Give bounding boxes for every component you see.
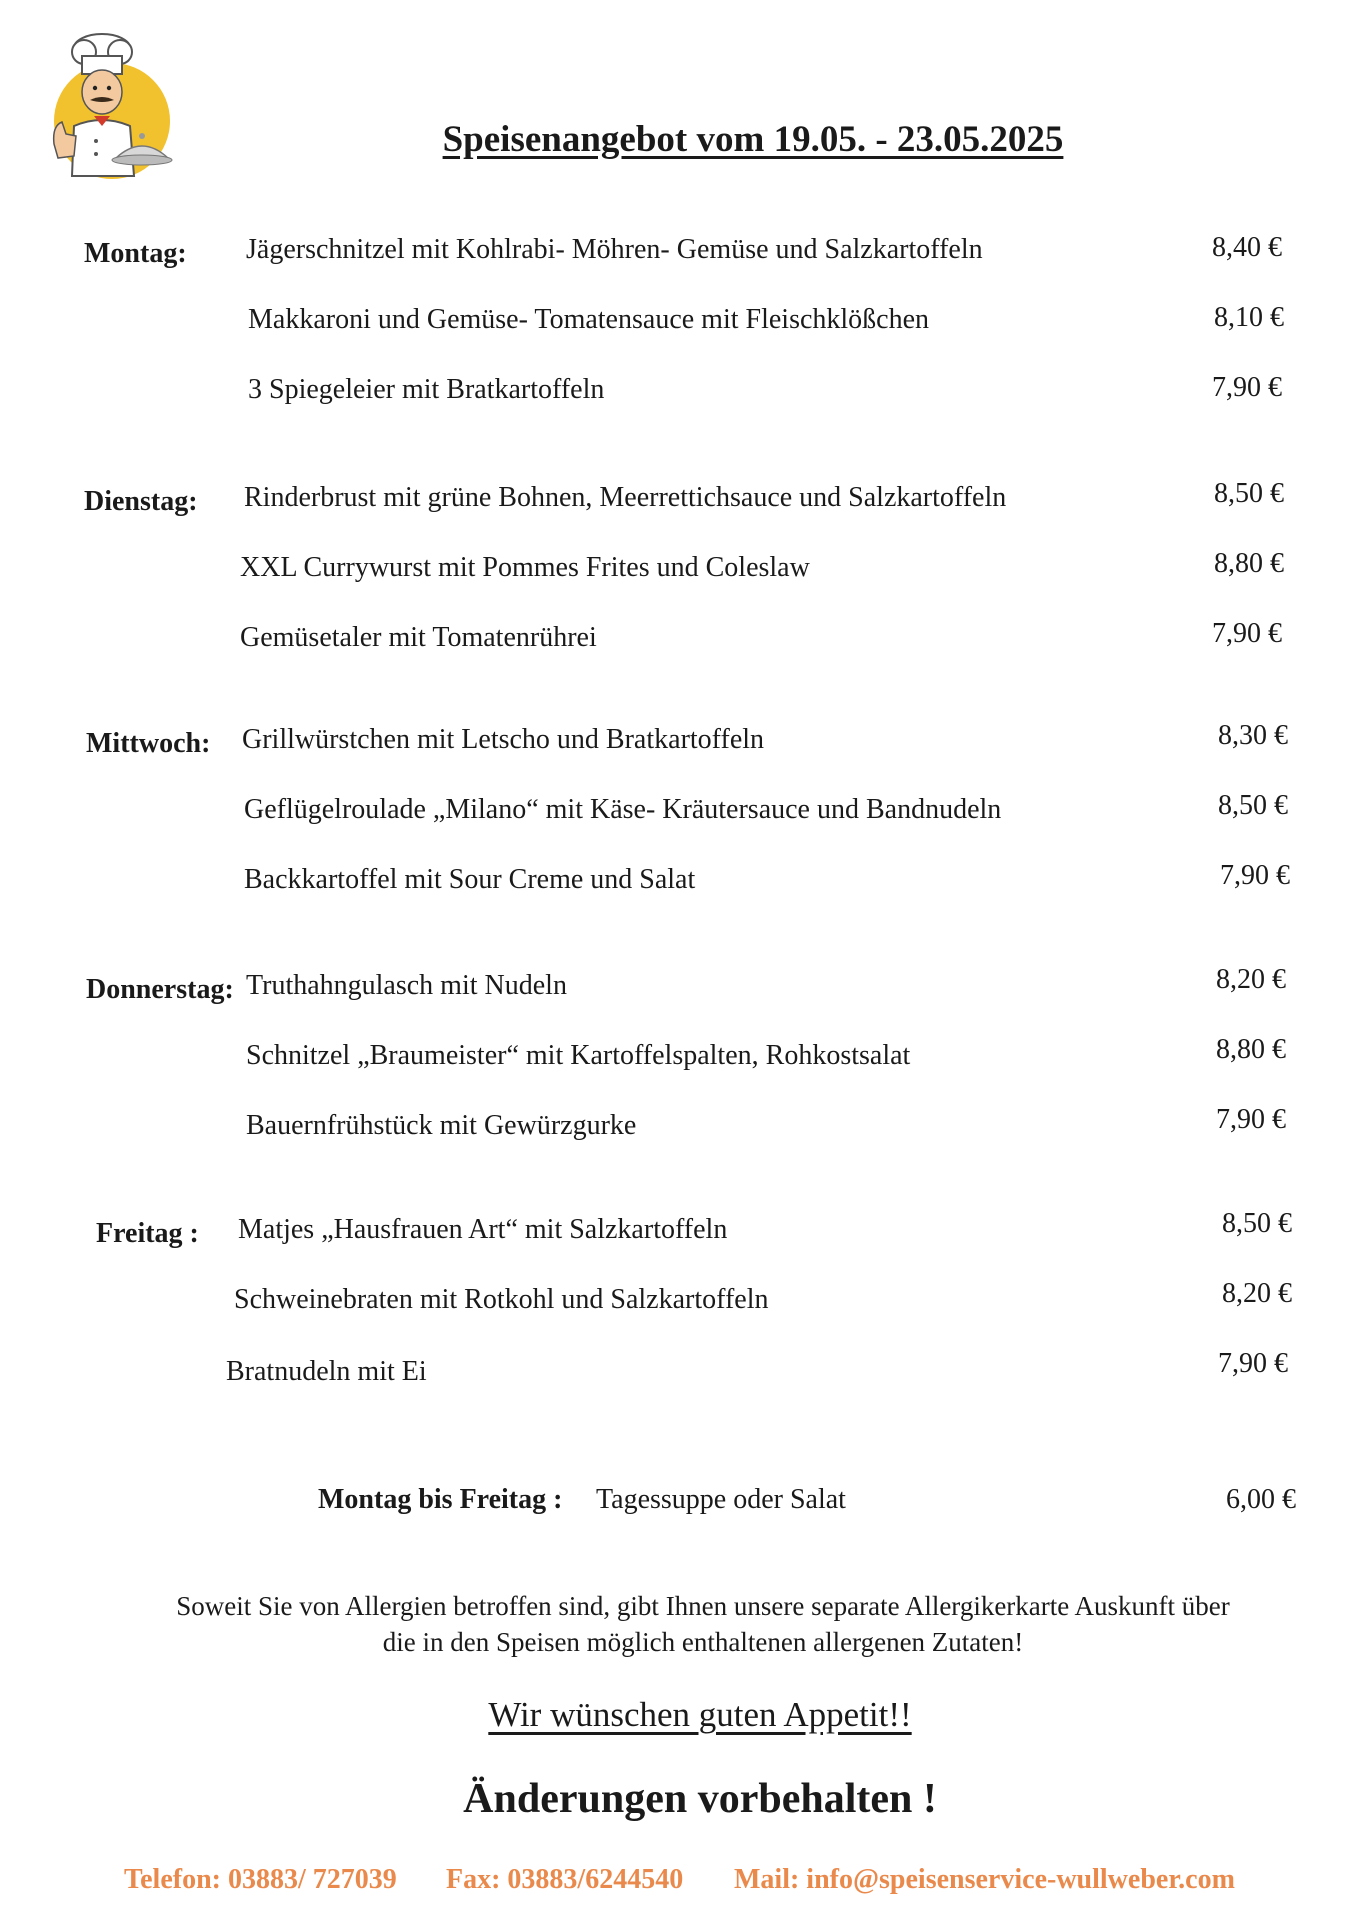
contact-phone: Telefon: 03883/ 727039 <box>124 1864 397 1895</box>
page-title: Speisenangebot vom 19.05. - 23.05.2025 <box>442 119 1064 160</box>
appetit-line: Wir wünschen guten Appetit!! <box>488 1695 912 1734</box>
dish-name: Schweinebraten mit Rotkohl und Salzkartoffeln <box>234 1284 769 1315</box>
dish-name: Geflügelroulade „Milano“ mit Käse- Kräutersauce und Bandnudeln <box>244 794 1002 825</box>
contact-mail: Mail: info@speisenservice-wullweber.com <box>734 1864 1235 1895</box>
dish-price: 7,90 € <box>1220 860 1290 891</box>
dish-name: Bratnudeln mit Ei <box>226 1356 427 1387</box>
dish-price: 8,30 € <box>1218 720 1288 751</box>
dish-name: Grillwürstchen mit Letscho und Bratkartoffeln <box>242 724 765 755</box>
dish-name: Backkartoffel mit Sour Creme und Salat <box>244 864 696 895</box>
dish-name: 3 Spiegeleier mit Bratkartoffeln <box>248 374 605 405</box>
dish-price: 7,90 € <box>1212 372 1282 403</box>
allergy-line: Soweit Sie von Allergien betroffen sind, gibt Ihnen unsere separate Allergikerkarte Auskunft über <box>176 1591 1230 1621</box>
day-label: Freitag : <box>96 1218 199 1249</box>
dish-price: 8,10 € <box>1214 302 1284 333</box>
dish-name: Makkaroni und Gemüse- Tomatensauce mit Fleischklößchen <box>248 304 930 335</box>
day-label: Mittwoch: <box>86 728 211 759</box>
day-label: Donnerstag: <box>86 974 234 1005</box>
dish-price: 8,50 € <box>1218 790 1288 821</box>
dish-price: 8,20 € <box>1216 964 1286 995</box>
day-label: Montag: <box>84 238 187 269</box>
dish-name: Truthahngulasch mit Nudeln <box>246 970 567 1001</box>
dish-price: 7,90 € <box>1218 1348 1288 1379</box>
dish-price: 8,50 € <box>1222 1208 1292 1239</box>
dish-price: 8,20 € <box>1222 1278 1292 1309</box>
dish-name: XXL Currywurst mit Pommes Frites und Coleslaw <box>240 552 810 583</box>
dish-price: 7,90 € <box>1212 618 1282 649</box>
allergy-line: die in den Speisen möglich enthaltenen allergenen Zutaten! <box>382 1627 1024 1657</box>
dish-name: Gemüsetaler mit Tomatenrührei <box>240 622 597 653</box>
soup-row <box>0 1484 1366 1524</box>
dish-name: Bauernfrühstück mit Gewürzgurke <box>246 1110 637 1141</box>
contact-fax: Fax: 03883/6244540 <box>446 1864 684 1895</box>
dish-name: Rinderbrust mit grüne Bohnen, Meerrettichsauce und Salzkartoffeln <box>244 482 1007 513</box>
dish-price: 8,80 € <box>1214 548 1284 579</box>
dish-price: 8,50 € <box>1214 478 1284 509</box>
dish-price: 8,80 € <box>1216 1034 1286 1065</box>
soup-price: 6,00 € <box>1226 1484 1296 1515</box>
soup-label: Montag bis Freitag : <box>318 1484 563 1515</box>
dish-name: Schnitzel „Braumeister“ mit Kartoffelspalten, Rohkostsalat <box>246 1040 911 1071</box>
chef-logo-icon <box>24 26 174 186</box>
soup-name: Tagessuppe oder Salat <box>596 1484 846 1515</box>
allergy-notice <box>60 1588 1346 1660</box>
dish-name: Jägerschnitzel mit Kohlrabi- Möhren- Gemüse und Salzkartoffeln <box>246 234 983 265</box>
dish-price: 8,40 € <box>1212 232 1282 263</box>
day-label: Dienstag: <box>84 486 198 517</box>
changes-notice: Änderungen vorbehalten ! <box>463 1776 937 1822</box>
dish-price: 7,90 € <box>1216 1104 1286 1135</box>
dish-name: Matjes „Hausfrauen Art“ mit Salzkartoffeln <box>238 1214 728 1245</box>
